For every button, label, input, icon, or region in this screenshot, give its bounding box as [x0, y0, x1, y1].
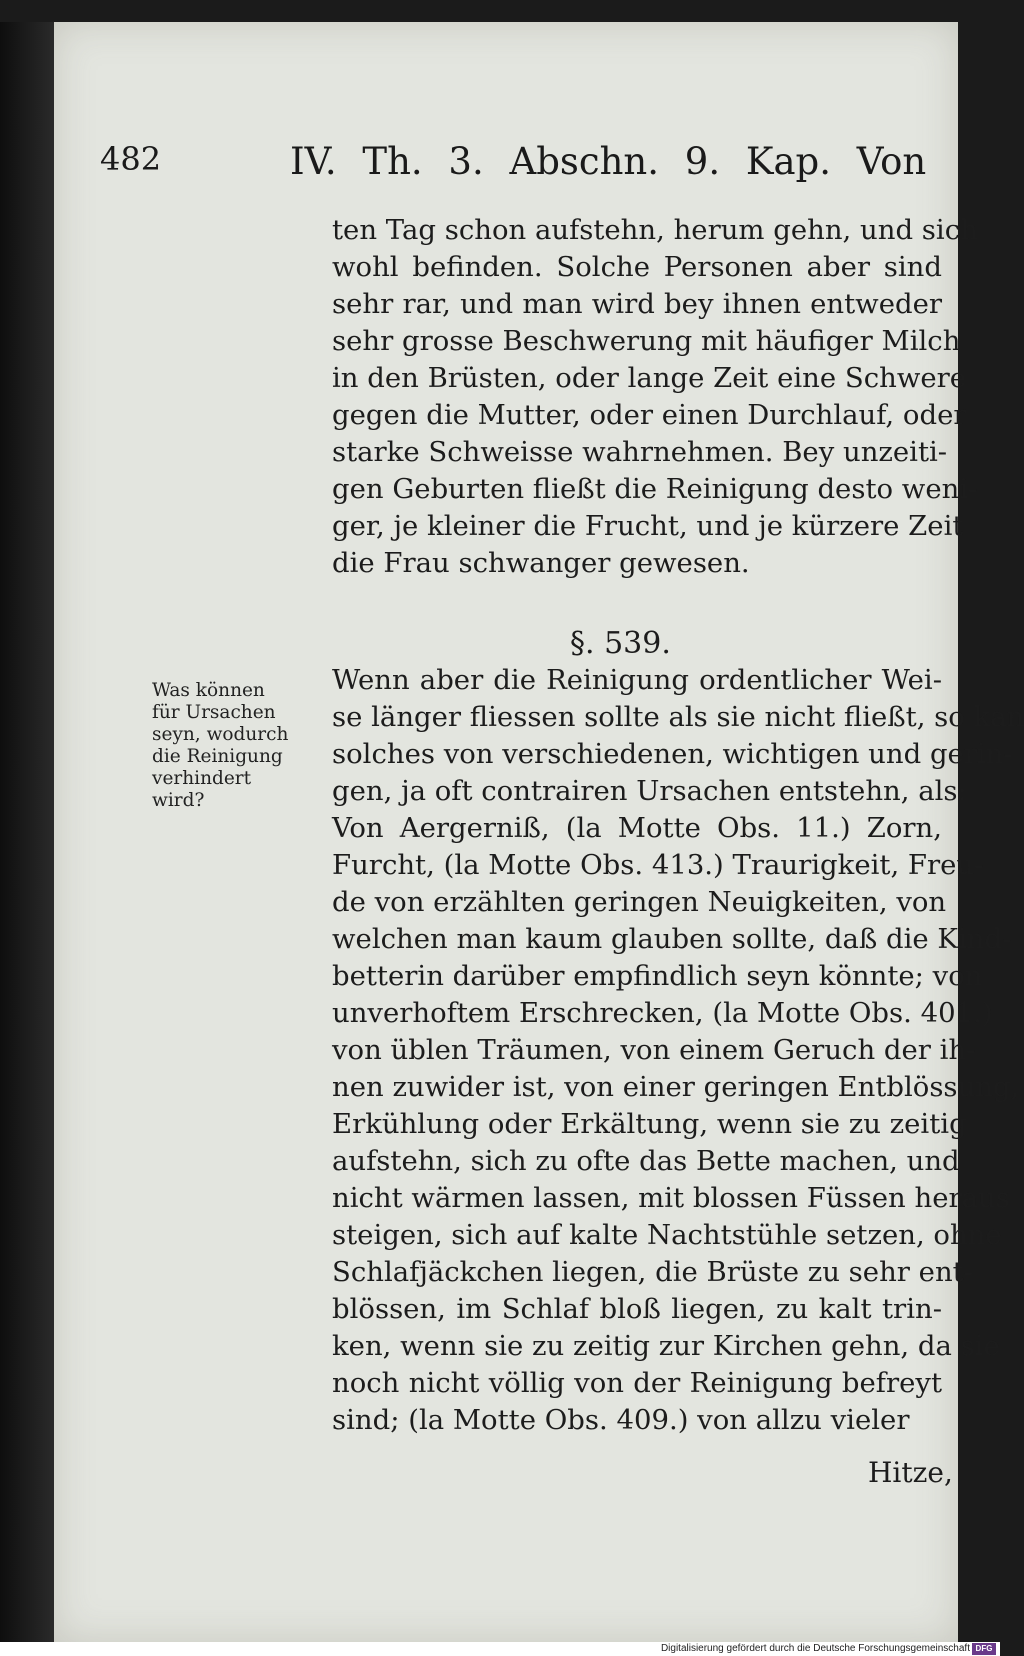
text-line: steigen, sich auf kalte Nachtstühle setzen, ohne	[332, 1219, 1002, 1251]
dfg-logo: DFG	[972, 1643, 996, 1655]
text-line: Furcht, (la Motte Obs. 413.) Traurigkeit, Freu-	[332, 849, 984, 881]
sidenote-line: die Reinigung	[152, 746, 283, 767]
text-line: starke Schweisse wahrnehmen. Bey unzeiti-	[332, 436, 948, 468]
marginal-note	[152, 680, 332, 812]
paragraph-2	[332, 662, 1024, 1439]
text-line: Wenn aber die Reinigung ordentlicher Wei-	[332, 664, 942, 696]
sidenote-line: wird?	[152, 790, 205, 811]
text-line: die Frau schwanger gewesen.	[332, 547, 750, 579]
sidenote-line: verhindert	[152, 768, 252, 789]
page-number: 482	[100, 140, 162, 178]
text-line: welchen man kaum glauben sollte, daß die Kind-	[332, 923, 1012, 955]
text-line: ten Tag schon aufstehn, herum gehn, und sich	[332, 214, 978, 246]
text-line: nicht wärmen lassen, mit blossen Füssen heraus	[332, 1182, 1010, 1214]
text-line: sehr rar, und man wird bey ihnen entweder	[332, 288, 942, 320]
text-line: se länger fliessen sollte als sie nicht fließt, so kan	[332, 701, 1024, 733]
text-line: Von Aergerniß, (la Motte Obs. 11.) Zorn,	[332, 812, 942, 844]
text-line: Erkühlung oder Erkältung, wenn sie zu zeitig	[332, 1108, 967, 1140]
book-gutter-edge	[0, 22, 54, 1642]
page-header	[100, 140, 927, 200]
text-line: ger, je kleiner die Frucht, und je kürzere Zeit	[332, 510, 964, 542]
text-line: sehr grosse Beschwerung mit häufiger Milch	[332, 325, 961, 357]
text-line: blössen, im Schlaf bloß liegen, zu kalt trin-	[332, 1293, 942, 1325]
text-line: nen zuwider ist, von einer geringen Entblössung,	[332, 1071, 1020, 1103]
text-line: wohl befinden. Solche Personen aber sind	[332, 251, 942, 283]
sidenote-line: Was können	[152, 680, 265, 701]
text-line: noch nicht völlig von der Reinigung befreyt	[332, 1367, 942, 1399]
footer-credit	[0, 1642, 1000, 1656]
text-line: in den Brüsten, oder lange Zeit eine Schwere	[332, 362, 967, 394]
text-line: sind; (la Motte Obs. 409.) von allzu vieler	[332, 1404, 910, 1436]
text-line: gen Geburten fließt die Reinigung desto weni-	[332, 473, 978, 505]
text-line: de von erzählten geringen Neuigkeiten, von	[332, 886, 947, 918]
text-line: aufstehn, sich zu ofte das Bette machen, und	[332, 1145, 960, 1177]
paragraph-1	[332, 212, 978, 582]
text-line: ken, wenn sie zu zeitig zur Kirchen gehn, da sie	[332, 1330, 1000, 1362]
text-line: unverhoftem Erschrecken, (la Motte Obs. 401.)	[332, 997, 993, 1029]
text-line: gegen die Mutter, oder einen Durchlauf, oder	[332, 399, 967, 431]
catchword: Hitze,	[868, 1456, 953, 1489]
sidenote-line: seyn, wodurch	[152, 724, 289, 745]
sidenote-line: für Ursachen	[152, 702, 276, 723]
footer-text: Digitalisierung gefördert durch die Deutsche Forschungsgemeinschaft	[660, 1643, 970, 1654]
text-line: von üblen Träumen, von einem Geruch der ih-	[332, 1034, 976, 1066]
text-line: betterin darüber empfindlich seyn könnte; von	[332, 960, 983, 992]
text-line: solches von verschiedenen, wichtigen und gerin-	[332, 738, 1013, 770]
section-number: §. 539.	[570, 626, 671, 661]
running-head: IV. Th. 3. Abschn. 9. Kap. Von	[290, 140, 927, 183]
text-line: gen, ja oft contrairen Ursachen entstehn, als:	[332, 775, 967, 807]
text-line: Schlafjäckchen liegen, die Brüste zu sehr ent-	[332, 1256, 973, 1288]
